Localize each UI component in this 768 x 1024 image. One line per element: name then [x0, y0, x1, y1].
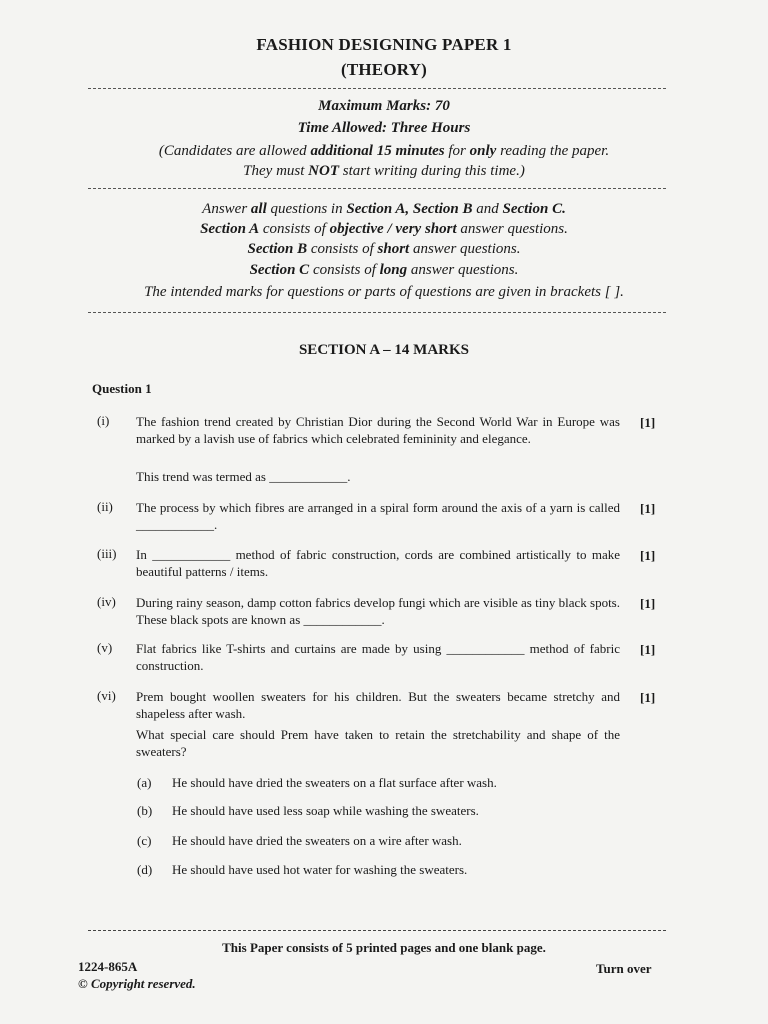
divider-top	[88, 88, 666, 89]
item-text: Prem bought woollen sweaters for his children. But the sweaters became stretchy and shapeless after wash.	[136, 689, 620, 721]
instruction-emphasis: Section A	[200, 221, 260, 237]
instruction-emphasis: Section A, Section B	[346, 201, 473, 217]
turn-over: Turn over	[596, 961, 652, 976]
option-label: (b)	[137, 803, 153, 818]
note-emphasis: only	[469, 143, 497, 159]
item-text: This trend was termed as ____________.	[136, 469, 351, 484]
item-number: (iv)	[97, 594, 116, 609]
instruction-text: consists of	[309, 262, 380, 278]
question-label: Question 1	[92, 381, 152, 396]
instruction-text: Answer	[202, 201, 251, 217]
option-label: (d)	[137, 862, 153, 877]
item-text: The process by which fibres are arranged in a spiral form around the axis of a yarn is called ____________.	[136, 500, 620, 532]
item-number: (i)	[97, 413, 110, 428]
instruction-emphasis: objective / very short	[329, 221, 457, 237]
note-text: reading the paper.	[496, 143, 610, 159]
section-heading: SECTION A – 14 MARKS	[298, 342, 470, 358]
note-emphasis: NOT	[308, 163, 339, 179]
option-text: He should have used less soap while washing the sweaters.	[172, 803, 479, 818]
instruction-text: consists of	[259, 221, 330, 237]
item-number: (ii)	[97, 499, 113, 514]
time-allowed: Time Allowed: Three Hours	[297, 120, 471, 136]
option-text: He should have dried the sweaters on a flat surface after wash.	[172, 775, 497, 790]
instruction-text: answer questions.	[409, 241, 521, 257]
paper-subtitle: (THEORY)	[340, 60, 427, 79]
item-text: During rainy season, damp cotton fabrics develop fungi which are visible as tiny black spots. These black spots are known as ____________.	[136, 595, 620, 627]
item-text: The fashion trend created by Christian Dior during the Second World War in Europe was marked by a lavish use of fabrics which celebrated femininity and elegance.	[136, 414, 620, 446]
instruction-line5: The intended marks for questions or parts of questions are given in brackets [ ].	[144, 284, 624, 300]
reading-note-line1	[0, 143, 768, 160]
option-text: He should have dried the sweaters on a wire after wash.	[172, 833, 462, 848]
paper-code: 1224-865A	[78, 959, 138, 974]
item-text: Flat fabrics like T-shirts and curtains are made by using ____________ method of fabric construction.	[136, 641, 620, 673]
instruction-emphasis: all	[250, 201, 267, 217]
item-number: (vi)	[97, 688, 116, 703]
note-text: start writing during this time.)	[338, 163, 525, 179]
instruction-line1	[0, 201, 768, 218]
instruction-text: answer questions.	[456, 221, 568, 237]
note-text: for	[444, 143, 470, 159]
divider-middle	[88, 188, 666, 189]
reading-note-line2	[0, 163, 768, 180]
note-emphasis: additional 15 minutes	[310, 143, 445, 159]
item-marks: [1]	[640, 415, 656, 430]
divider-footer	[88, 930, 666, 931]
item-number: (v)	[97, 640, 113, 655]
item-marks: [1]	[640, 548, 656, 563]
option-label: (a)	[137, 775, 152, 790]
item-number: (iii)	[97, 546, 117, 561]
note-text: (Candidates are allowed	[158, 143, 311, 159]
item-text: In ____________ method of fabric construction, cords are combined artistically to make beautiful patterns / items.	[136, 547, 620, 579]
option-text: He should have used hot water for washing the sweaters.	[172, 862, 468, 877]
item-marks: [1]	[640, 642, 656, 657]
note-text: They must	[243, 163, 309, 179]
pages-note: This Paper consists of 5 printed pages and one blank page.	[222, 940, 546, 955]
item-text: What special care should Prem have taken to retain the stretchability and shape of the sweaters?	[136, 727, 620, 759]
instruction-emphasis: short	[377, 241, 410, 257]
instruction-line2	[0, 221, 768, 238]
item-marks: [1]	[640, 690, 656, 705]
option-label: (c)	[137, 833, 152, 848]
instruction-line3	[0, 241, 768, 258]
instruction-line4	[0, 262, 768, 279]
divider-bottom	[88, 312, 666, 313]
instruction-text: consists of	[307, 241, 378, 257]
instruction-text: questions in	[266, 201, 347, 217]
instruction-emphasis: Section C	[249, 262, 310, 278]
instruction-emphasis: long	[379, 262, 408, 278]
copyright: © Copyright reserved.	[78, 976, 196, 991]
instruction-text: answer questions.	[407, 262, 519, 278]
paper-title: FASHION DESIGNING PAPER 1	[256, 35, 512, 54]
instruction-emphasis: Section C.	[502, 201, 566, 217]
instruction-text: and	[472, 201, 503, 217]
max-marks: Maximum Marks: 70	[318, 98, 450, 114]
item-marks: [1]	[640, 501, 656, 516]
instruction-emphasis: Section B	[247, 241, 308, 257]
item-marks: [1]	[640, 596, 656, 611]
